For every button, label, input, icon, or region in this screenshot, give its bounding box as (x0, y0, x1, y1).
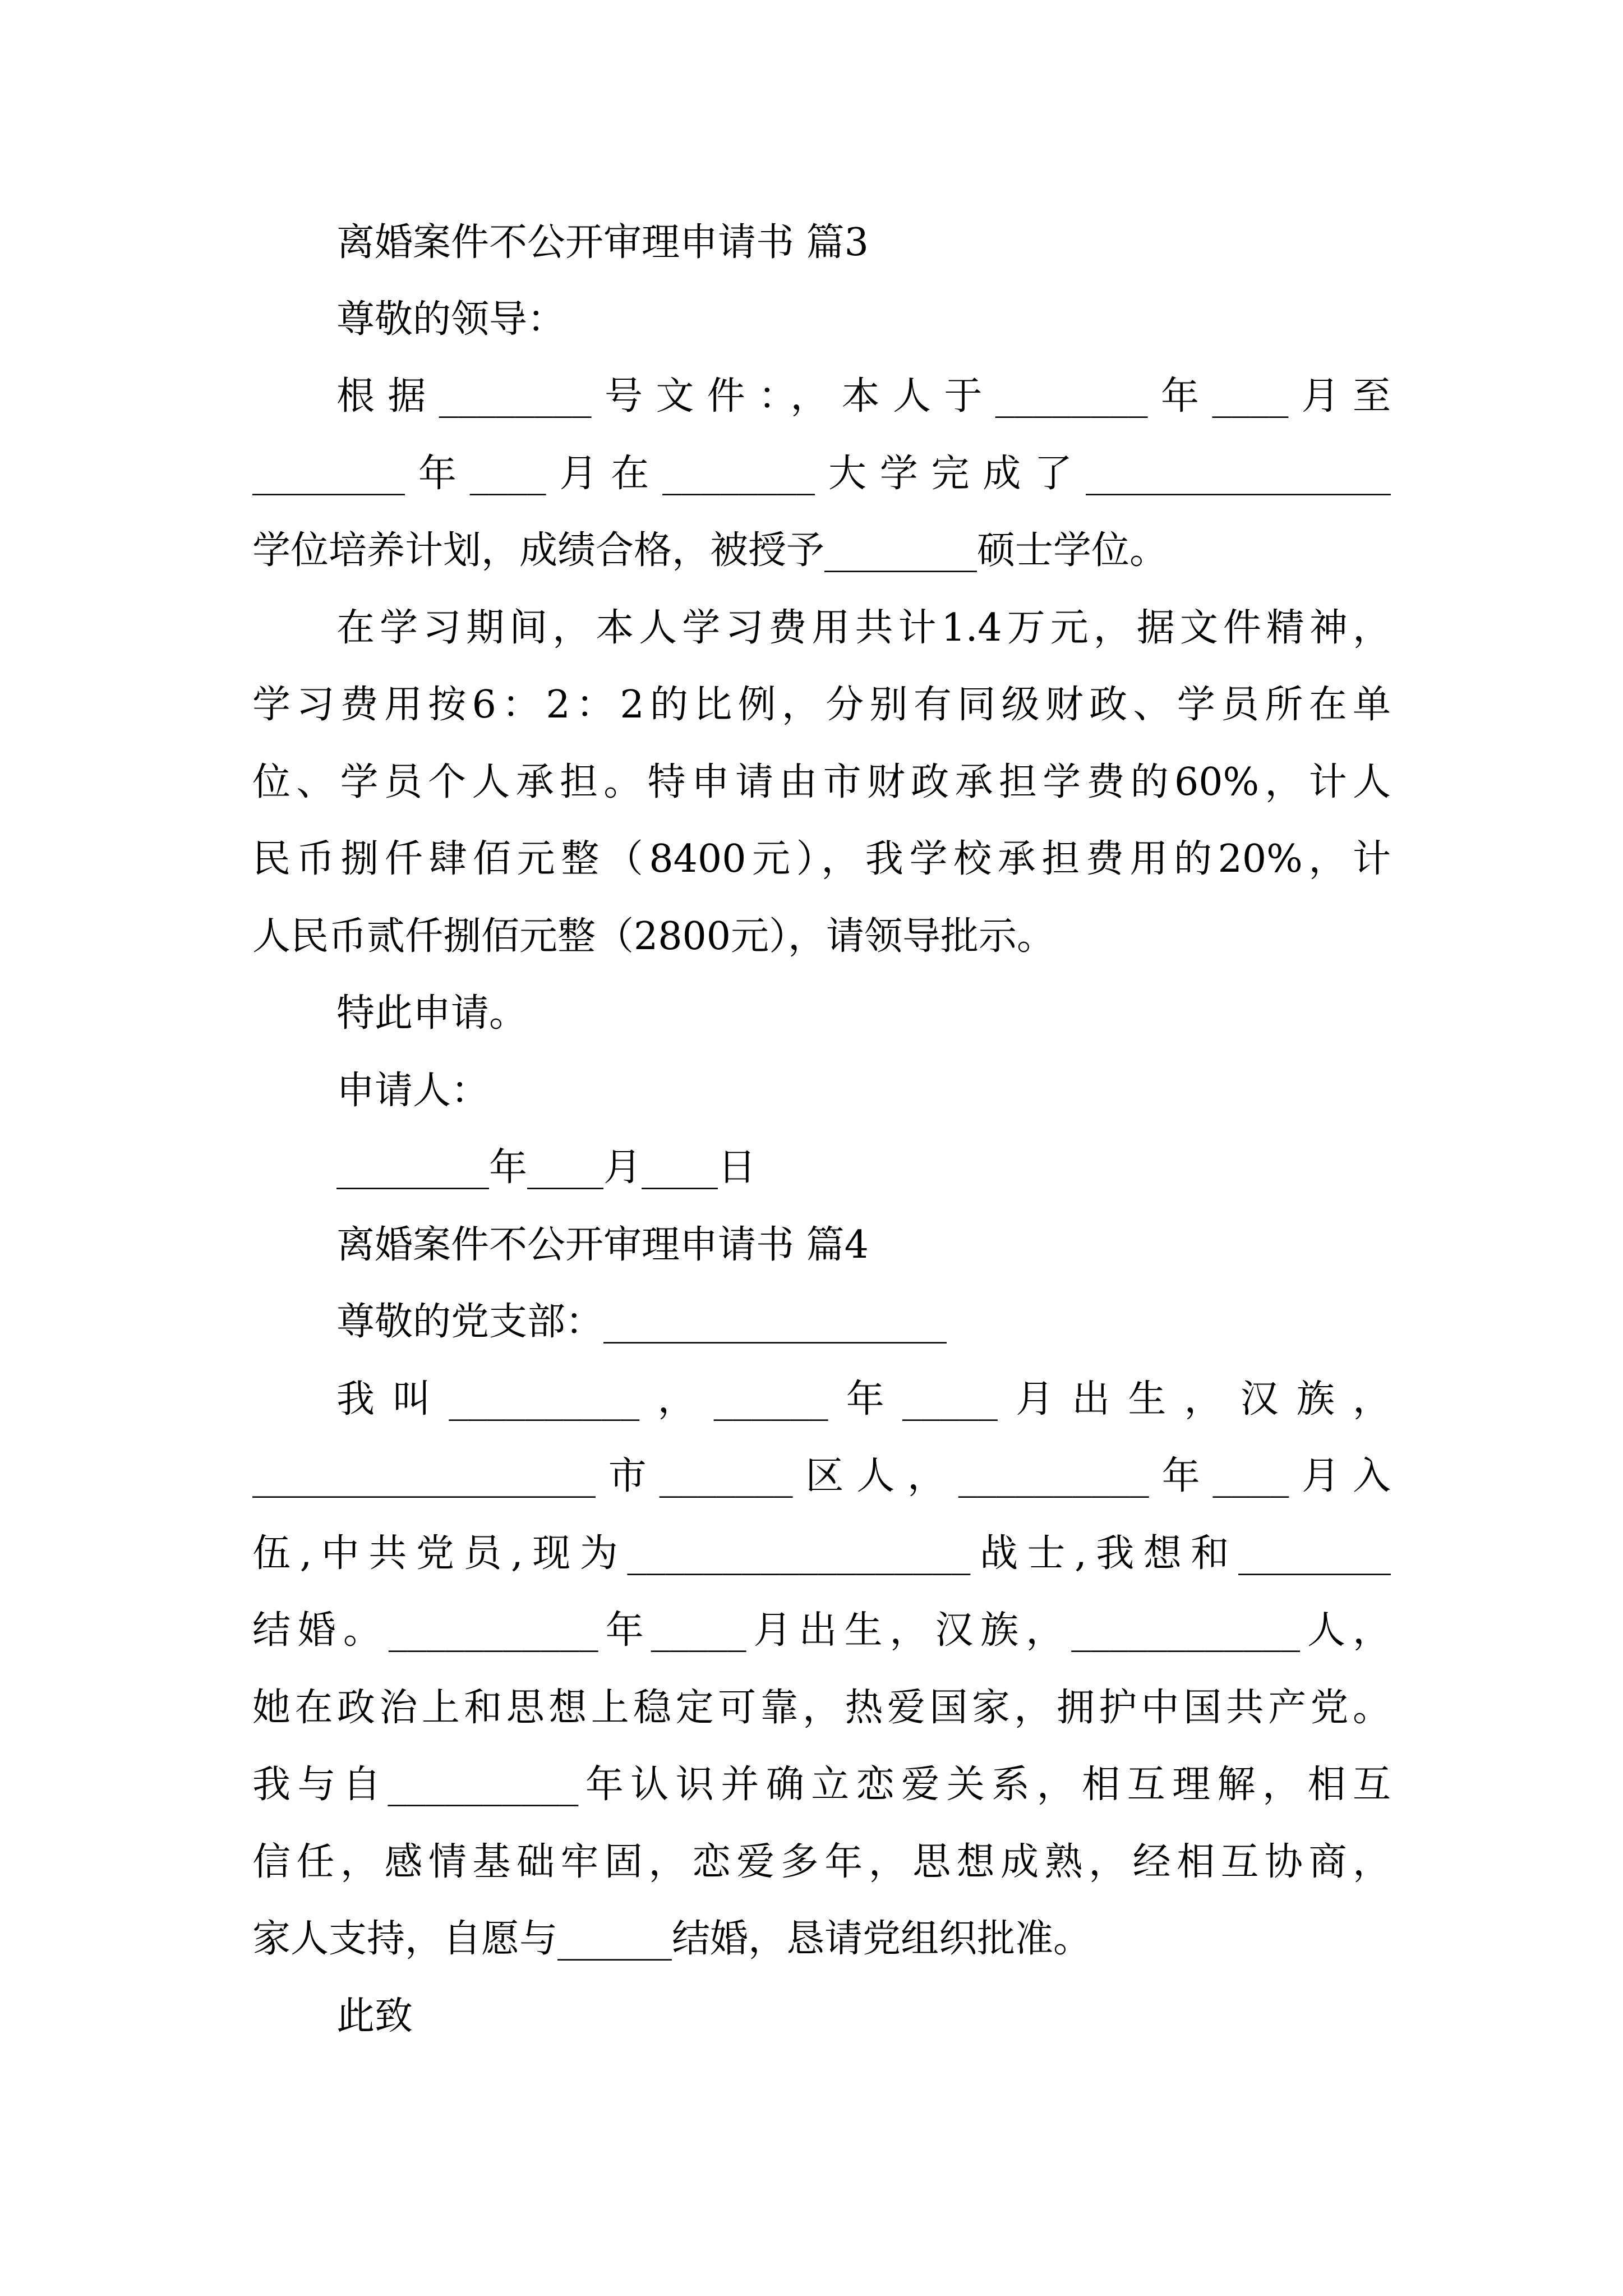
section-3-line-7: 民币捌仟肆佰元整（8400元），我学校承担费用的20%，计 (252, 837, 1391, 881)
section-3-line-4: 在学习期间，本人学习费用共计1.4万元，据文件精神， (336, 606, 1391, 650)
section-3-title: 离婚案件不公开审理申请书 篇3 (336, 220, 869, 265)
section-3-date: ________年____月____日 (336, 1145, 757, 1190)
section-4-line-6: 我与自__________年认识并确立恋爱关系，相互理解，相互 (252, 1763, 1391, 1807)
section-3-closing: 特此申请。 (336, 991, 528, 1036)
section-4-line-2: __________________市_______区人，__________年____月入 (252, 1454, 1391, 1498)
section-4-line-4: 结婚。___________年_____月出生，汉族，____________人， (252, 1608, 1391, 1653)
section-4-title: 离婚案件不公开审理申请书 篇4 (336, 1223, 869, 1267)
section-3-applicant: 申请人： (336, 1069, 490, 1113)
section-4-line-7: 信任，感情基础牢固，恋爱多年，思想成熟，经相互协商， (252, 1840, 1391, 1884)
section-3-line-5: 学习费用按6：2：2的比例，分别有同级财政、学员所在单 (252, 683, 1391, 727)
section-4-line-1: 我叫__________，______年_____月出生，汉族， (336, 1377, 1391, 1421)
section-3-line-1: 根据________号文件：，本人于________年____月至 (336, 374, 1391, 418)
section-4-line-8: 家人支持，自愿与______结婚，恳请党组织批准。 (252, 1917, 1092, 1961)
section-4-line-3: 伍,中共党员,现为__________________战士,我想和________ (252, 1531, 1391, 1576)
section-4-salutation: 尊敬的党支部：__________________ (336, 1300, 947, 1344)
section-3-line-6: 位、学员个人承担。特申请由市财政承担学费的60%，计人 (252, 760, 1391, 804)
section-3-line-8: 人民币贰仟捌佰元整（2800元），请领导批示。 (252, 914, 1055, 959)
section-3-line-2: ________年____月在________大学完成了________________ (252, 452, 1391, 496)
section-3-salutation: 尊敬的领导： (336, 297, 566, 342)
section-4-line-5: 她在政治上和思想上稳定可靠，热爱国家，拥护中国共产党。 (252, 1686, 1391, 1730)
section-3-line-3: 学位培养计划，成绩合格，被授予________硕士学位。 (252, 528, 1168, 573)
section-4-closing: 此致 (336, 1994, 413, 2039)
